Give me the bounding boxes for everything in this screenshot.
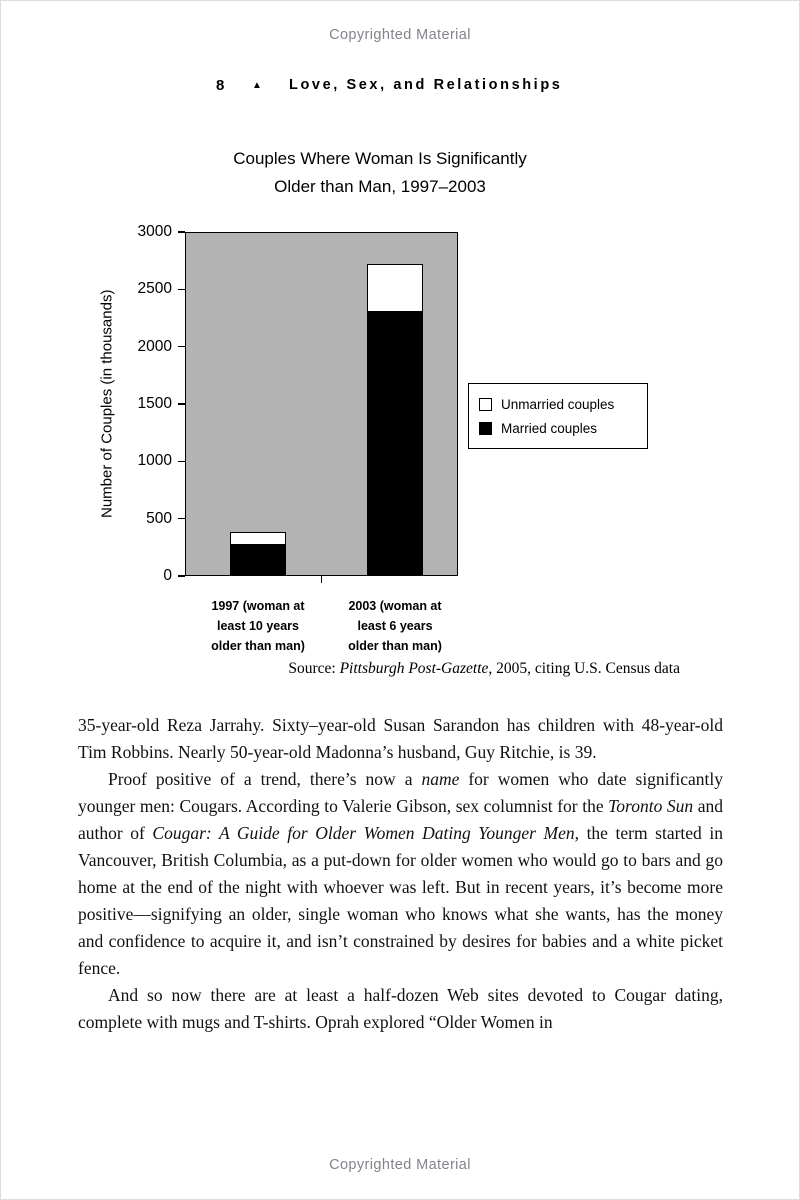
y-axis-tick-label: 2000 [137, 337, 172, 355]
paragraph: Proof positive of a trend, there’s now a name for women who date significantly younger men: Cougars. According to Valerie Gibson, sex columnist for the Toronto Sun and author of Cougar: A Guide for Older Women Dating Younger Men, the term started in Vancouver, British Columbia, as a put-down for older women who would go to bars and go home at the end of the night with whoever was left. But in recent years, it’s become more positive—signifying an older, single woman who knows what she wants, has the money and confidence to acquire it, and isn’t constrained by desires for babies and a white picket fence. [78, 769, 723, 978]
x-category-label: 1997 (woman at least 10 years older than man) [211, 599, 305, 653]
figure [0, 140, 800, 705]
bar-unmarried [230, 532, 286, 545]
page-number: 8 [216, 77, 225, 94]
chart-legend [468, 383, 648, 449]
bar-married [230, 545, 286, 576]
y-axis-label: Number of Couples (in thousands) [98, 289, 116, 519]
body-text [78, 712, 723, 1036]
y-axis-tick [178, 403, 185, 405]
legend-entry [479, 392, 637, 416]
y-axis-tick [178, 461, 185, 463]
y-axis-tick [178, 575, 185, 577]
legend-swatch [479, 422, 492, 435]
y-axis-tick-label: 1500 [137, 395, 172, 412]
chart-title [100, 145, 660, 201]
bar-married [367, 312, 423, 576]
y-axis-tick-label: 2500 [137, 280, 172, 298]
paragraph: 35-year-old Reza Jarrahy. Sixty–year-old Susan Sarandon has children with 48-year-old Tim Robbins. Nearly 50-year-old Madonna’s husband, Guy Ritchie, is 39. [78, 715, 723, 762]
chart-source: Source: Pittsburgh Post-Gazette, 2005, citing U.S. Census data [288, 660, 680, 677]
y-axis-tick-label: 3000 [137, 223, 172, 240]
y-axis-tick [178, 518, 185, 520]
paragraph: And so now there are at least a half-dozen Web sites devoted to Cougar dating, complete with mugs and T-shirts. Oprah explored “Older Women in [78, 985, 723, 1032]
bar-unmarried [367, 264, 423, 312]
legend-swatch [479, 398, 492, 411]
legend-label: Unmarried couples [501, 396, 615, 412]
copyright-notice-top: Copyrighted Material [329, 27, 471, 43]
y-axis-tick-label: 500 [146, 509, 172, 527]
y-axis-tick [178, 346, 185, 348]
copyright-notice-bottom: Copyrighted Material [329, 1157, 471, 1173]
running-head-title: Love, Sex, and Relationships [289, 77, 563, 93]
y-axis-tick-label: 1000 [137, 452, 172, 470]
x-category-label: 2003 (woman at least 6 years older than man) [348, 599, 442, 653]
chart-title-line: Couples Where Woman Is Significantly [233, 149, 527, 168]
x-axis-tick [321, 576, 323, 583]
y-axis-tick [178, 231, 185, 233]
chart-title-line: Older than Man, 1997–2003 [274, 177, 486, 196]
y-axis-tick [178, 289, 185, 291]
legend-entry [479, 416, 637, 440]
triangle-bullet-icon: ▲ [252, 80, 262, 91]
legend-label: Married couples [501, 420, 598, 436]
page-header [0, 77, 800, 99]
y-axis-tick-label: 0 [163, 567, 172, 584]
